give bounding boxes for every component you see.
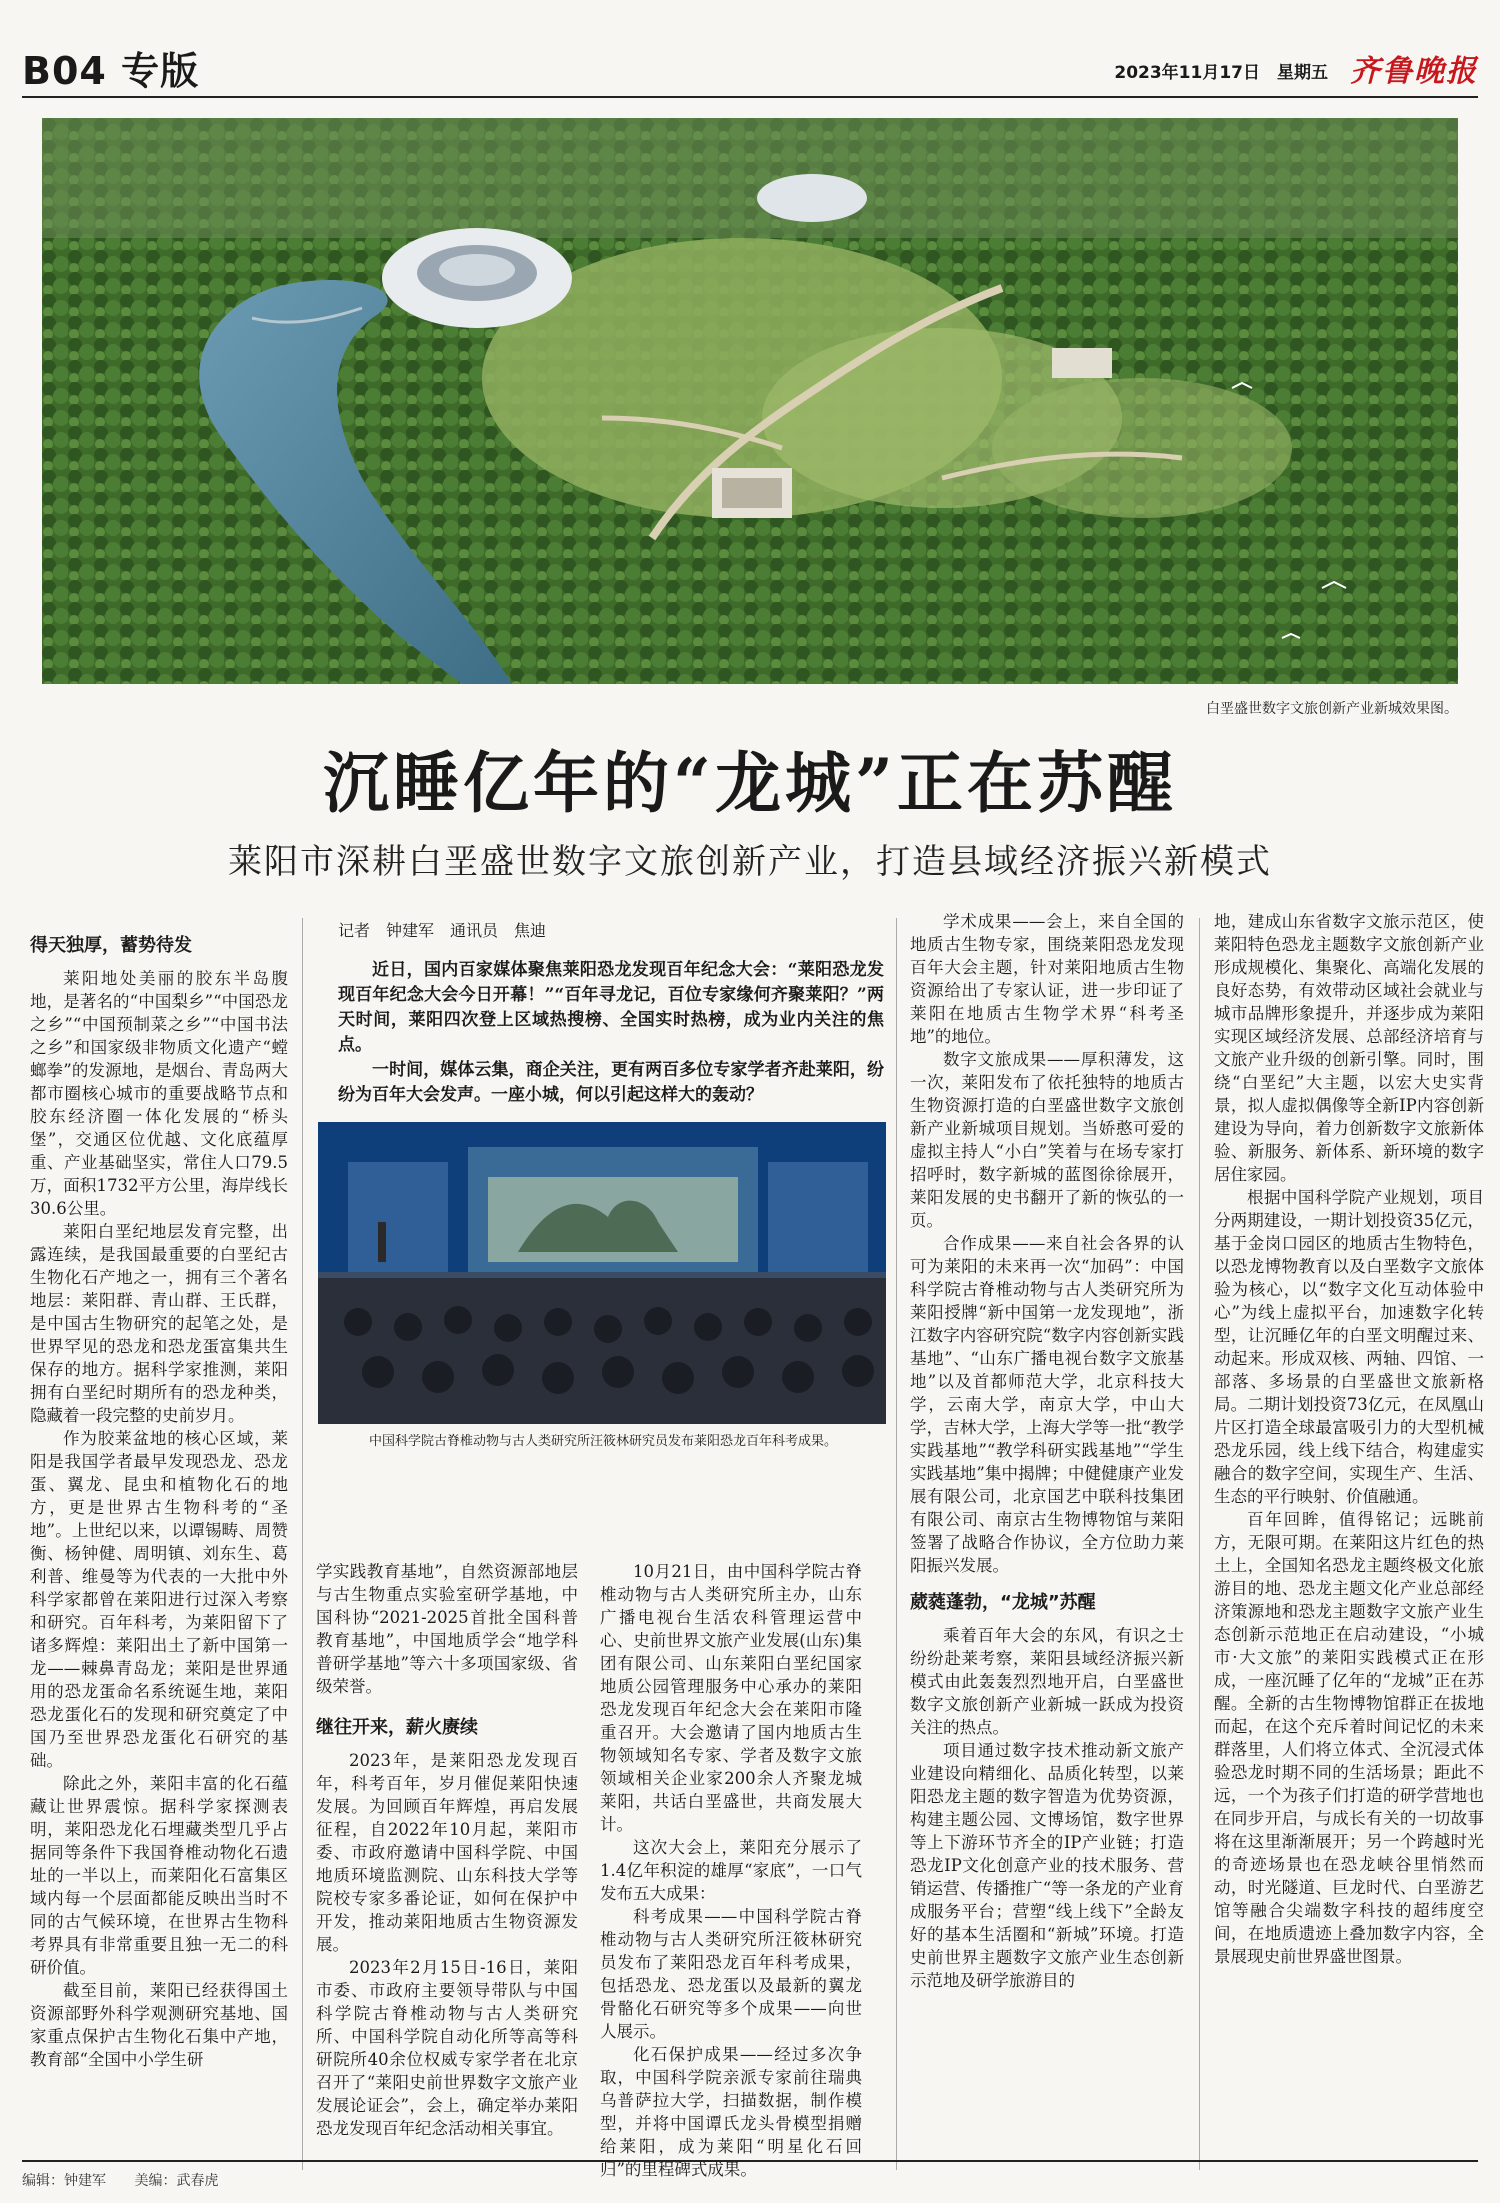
paragraph: 百年回眸，值得铭记；远眺前方，无限可期。在莱阳这片红色的热土上，全国知名恐龙主题终极文化旅游目的地、恐龙主题文化产业总部经济策源地和恐龙主题数字文旅产业生态创新示范地正在启动建设，“小城市·大文旅”的莱阳实践模式正在形成，一座沉睡了亿年的“龙城”正在苏醒。全新的古生物博物馆群正在拔地而起，在这个充斥着时间记忆的未来群落里，人们将立体式、全沉浸式体验恐龙时期不同的生活场景；距此不远，一个为孩子们打造的研学营地也在同步开启，与成长有关的一切故事将在这里渐渐展开；另一个跨越时光的奇迹场景也在恐龙峡谷里悄然而动，时光隧道、巨龙时代、白垩游艺馆等融合尖端数字科技的超纬度空间，在地质遗迹上叠加数字内容，全景展现史前世界盛世图景。 <box>1214 1510 1484 1966</box>
section-heading: 得天独厚，蓄势待发 <box>30 935 192 956</box>
article-column-5 <box>1214 910 1484 1968</box>
lead-paragraph: 近日，国内百家媒体聚焦莱阳恐龙发现百年纪念大会：“莱阳恐龙发现百年纪念大会今日开幕！”“百年寻龙记，百位专家缘何齐聚莱阳？”两天时间，莱阳四次登上区域热搜榜、全国实时热榜，成为业内关注的焦点。 <box>338 960 884 1055</box>
paragraph: 这次大会上，莱阳充分展示了1.4亿年积淀的雄厚“家底”，一口气发布五大成果： <box>600 1838 862 1903</box>
art-editor-credit: 美编：武春虎 <box>134 2173 219 2189</box>
paragraph: 2023年2月15日-16日，莱阳市委、市政府主要领导带队与中国科学院古脊椎动物与古人类研究所、中国科学院自动化所等高等科研院所40余位权威专家学者在北京召开了“莱阳史前世界数字文旅产业发展论证会”，会上，确定举办莱阳恐龙发现百年纪念活动相关事宜。 <box>316 1958 578 2138</box>
column-divider <box>1199 918 1200 2170</box>
editor-credit: 编辑：钟建军 <box>22 2173 106 2189</box>
paragraph: 化石保护成果——经过多次争取，中国科学院亲派专家前往瑞典乌普萨拉大学，扫描数据，制作模型，并将中国谭氏龙头骨模型捐赠给莱阳，成为莱阳“明星化石回归”的里程碑式成果。 <box>600 2045 862 2179</box>
conference-image <box>318 1122 886 1424</box>
lead-paragraphs <box>338 958 884 1108</box>
article-column-3 <box>600 1560 862 2181</box>
section-heading: 继往开来，薪火赓续 <box>316 1717 478 1738</box>
paragraph: 学术成果——会上，来自全国的地质古生物专家，围绕莱阳恐龙发现百年大会主题，针对莱阳地质古生物资源给出了专家认证，进一步印证了莱阳在地质古生物学术界“科考圣地”的地位。 <box>910 912 1184 1046</box>
subheadline: 莱阳市深耕白垩盛世数字文旅创新产业，打造县域经济振兴新模式 <box>228 842 1272 882</box>
paragraph: 数字文旅成果——厚积薄发，这一次，莱阳发布了依托独特的地质古生物资源打造的白垩盛世数字文旅创新产业新城项目规划。当娇憨可爱的虚拟主持人“小白”笑着与在场专家打招呼时，数字新城的蓝图徐徐展开，莱阳发展的史书翻开了新的恢弘的一页。 <box>910 1050 1184 1230</box>
paragraph: 10月21日，由中国科学院古脊椎动物与古人类研究所主办，山东广播电视台生活农科管理运营中心、史前世界文旅产业发展(山东)集团有限公司、山东莱阳白垩纪国家地质公园管理服务中心承办的莱阳恐龙发现百年纪念大会在莱阳市隆重召开。大会邀请了国内地质古生物领域知名专家、学者及数字文旅领域相关企业家200余人齐聚龙城莱阳，共话白垩盛世，共商发展大计。 <box>600 1562 862 1834</box>
paragraph: 2023年，是莱阳恐龙发现百年，科考百年，岁月催促莱阳快速发展。为回顾百年辉煌，再启发展征程，自2022年10月起，莱阳市委、市政府邀请中国科学院、中国地质环境监测院、山东科技大学等院校专家多番论证，如何在保护中开发，推动莱阳地质古生物资源发展。 <box>316 1751 578 1954</box>
article-column-2 <box>316 1560 578 2140</box>
page-number: B04 专版 <box>22 49 200 93</box>
conference-photo <box>318 1122 886 1424</box>
paragraph: 科考成果——中国科学院古脊椎动物与古人类研究所汪筱林研究员发布了莱阳恐龙百年科考成果，包括恐龙、恐龙蛋以及最新的翼龙骨骼化石研究等多个成果——向世人展示。 <box>600 1907 862 2041</box>
paragraph: 根据中国科学院产业规划，项目分两期建设，一期计划投资35亿元，基于金岗口园区的地质古生物特色，以恐龙博物教育以及白垩数字文旅体验为核心，以“数字文化互动体验中心”为线上虚拟平台，加速数字化转型，让沉睡亿年的白垩文明醒过来、动起来。形成双核、两轴、四馆、一部落、多场景的白垩盛世文旅新格局。二期计划投资73亿元，在凤凰山片区打造全球最富吸引力的大型机械恐龙乐园，线上线下结合，构建虚实融合的数字空间，实现生产、生活、生态的平行映射、价值融通。 <box>1214 1188 1484 1506</box>
column-divider <box>896 918 897 2170</box>
paragraph: 截至目前，莱阳已经获得国土资源部野外科学观测研究基地、国家重点保护古生物化石集中产地，教育部“全国中小学生研 <box>30 1981 288 2069</box>
article-column-1 <box>30 930 288 2071</box>
aerial-photo-caption: 白垩盛世数字文旅创新产业新城效果图。 <box>1206 701 1458 717</box>
newspaper-logo: 齐鲁晚报 <box>1350 54 1478 89</box>
conference-photo-caption: 中国科学院古脊椎动物与古人类研究所汪筱林研究员发布莱阳恐龙百年科考成果。 <box>368 1434 837 1449</box>
paragraph: 项目通过数字技术推动新文旅产业建设向精细化、品质化转型，以莱阳恐龙主题的数字智造为优势资源，构建主题公园、文博场馆，数字世界等上下游环节齐全的IP产业链；打造恐龙IP文化创意产业的技术服务、营销运营、传播推广“等一条龙的产业育成服务平台；营塑“线上线下”全龄友好的基本生活圈和“新城”环境。打造史前世界主题数字文旅产业生态创新示范地及研学旅游目的 <box>910 1741 1184 1990</box>
issue-date: 2023年11月17日 星期五 <box>1114 63 1328 83</box>
paragraph: 莱阳地处美丽的胶东半岛腹地，是著名的“中国梨乡”“中国恐龙之乡”“中国预制菜之乡”“中国书法之乡”和国家级非物质文化遗产“螳螂拳”的发源地，是烟台、青岛两大都市圈核心城市的重要战略节点和胶东经济圈一体化发展的“桥头堡”，交通区位优越、文化底蕴厚重、产业基础坚实，常住人口79.5万，面积1732平方公里，海岸线长30.6公里。 <box>30 969 288 1218</box>
column-divider <box>302 918 303 2170</box>
section-heading: 葳蕤蓬勃，“龙城”苏醒 <box>910 1592 1096 1613</box>
paragraph: 地，建成山东省数字文旅示范区，使莱阳特色恐龙主题数字文旅创新产业形成规模化、集聚化、高端化发展的良好态势，有效带动区域社会就业与城市品牌形象提升，并逐步成为莱阳实现区域经济发展、总部经济培育与文旅产业升级的创新引擎。同时，围绕“白垩纪”大主题，以宏大史实背景，拟人虚拟偶像等全新IP内容创新建设为导向，着力创新数字文旅新体验、新服务、新体系、新环境的数字居住家园。 <box>1214 912 1484 1184</box>
paragraph: 作为胶莱盆地的核心区域，莱阳是我国学者最早发现恐龙、恐龙蛋、翼龙、昆虫和植物化石的地方，更是世界古生物科考的“圣地”。上世纪以来，以谭锡畴、周赞衡、杨钟健、周明镇、刘东生、葛利普、维曼等为代表的一大批中外科学家都曾在莱阳进行过深入考察和研究。百年科考，为莱阳留下了诸多辉煌：莱阳出土了新中国第一龙——棘鼻青岛龙；莱阳是世界通用的恐龙蛋命名系统诞生地，莱阳恐龙蛋化石的发现和研究奠定了中国乃至世界恐龙蛋化石研究的基础。 <box>30 1429 288 1770</box>
byline: 记者 钟建军 通讯员 焦迪 <box>338 921 547 940</box>
paragraph: 乘着百年大会的东风，有识之士纷纷赴莱考察，莱阳县域经济振兴新模式由此轰轰烈烈地开启，白垩盛世数字文旅创新产业新城一跃成为投资关注的热点。 <box>910 1626 1184 1737</box>
aerial-rendering-photo <box>42 118 1458 684</box>
lead-paragraph: 一时间，媒体云集，商企关注，更有两百多位专家学者齐赴莱阳，纷纷为百年大会发声。一座小城，何以引起这样大的轰动？ <box>338 1060 884 1105</box>
article-column-4 <box>910 910 1184 1992</box>
aerial-rendering-image <box>42 118 1458 684</box>
page-footer <box>22 2160 1478 2190</box>
paragraph: 合作成果——来自社会各界的认可为莱阳的未来再一次“加码”：中国科学院古脊椎动物与古人类研究所为莱阳授牌“新中国第一龙发现地”，浙江数字内容研究院“数字内容创新实践基地”、“山东广播电视台数字文旅基地”以及首都师范大学，北京科技大学，云南大学，南京大学，中山大学，吉林大学，上海大学等一批“教学实践基地”“教学科研实践基地”“学生实践基地”集中揭牌；中健健康产业发展有限公司，北京国艺中联科技集团有限公司、南京古生物博物馆与莱阳签署了战略合作协议，全方位助力莱阳振兴发展。 <box>910 1234 1184 1575</box>
paragraph: 莱阳白垩纪地层发育完整，出露连续，是我国最重要的白垩纪古生物化石产地之一，拥有三个著名地层：莱阳群、青山群、王氏群，是中国古生物研究的起笔之处，是世界罕见的恐龙和恐龙蛋富集共生保存的地方。据科学家推测，莱阳拥有白垩纪时期所有的恐龙种类，隐藏着一段完整的史前岁月。 <box>30 1222 288 1425</box>
headline: 沉睡亿年的“龙城”正在苏醒 <box>323 744 1177 822</box>
paragraph: 除此之外，莱阳丰富的化石蕴藏让世界震惊。据科学家探测表明，莱阳恐龙化石埋藏类型几乎占据同等条件下我国脊椎动物化石遗址的一半以上，而莱阳化石富集区域内每一个层面都能反映出当时不同的古气候环境，在世界古生物科考界具有非常重要且独一无二的科研价值。 <box>30 1774 288 1977</box>
paragraph: 学实践教育基地”，自然资源部地层与古生物重点实验室研学基地，中国科协“2021-2025首批全国科普教育基地”，中国地质学会“地学科普研学基地”等六十多项国家级、省级荣誉。 <box>316 1562 578 1696</box>
page-header <box>22 40 1478 98</box>
